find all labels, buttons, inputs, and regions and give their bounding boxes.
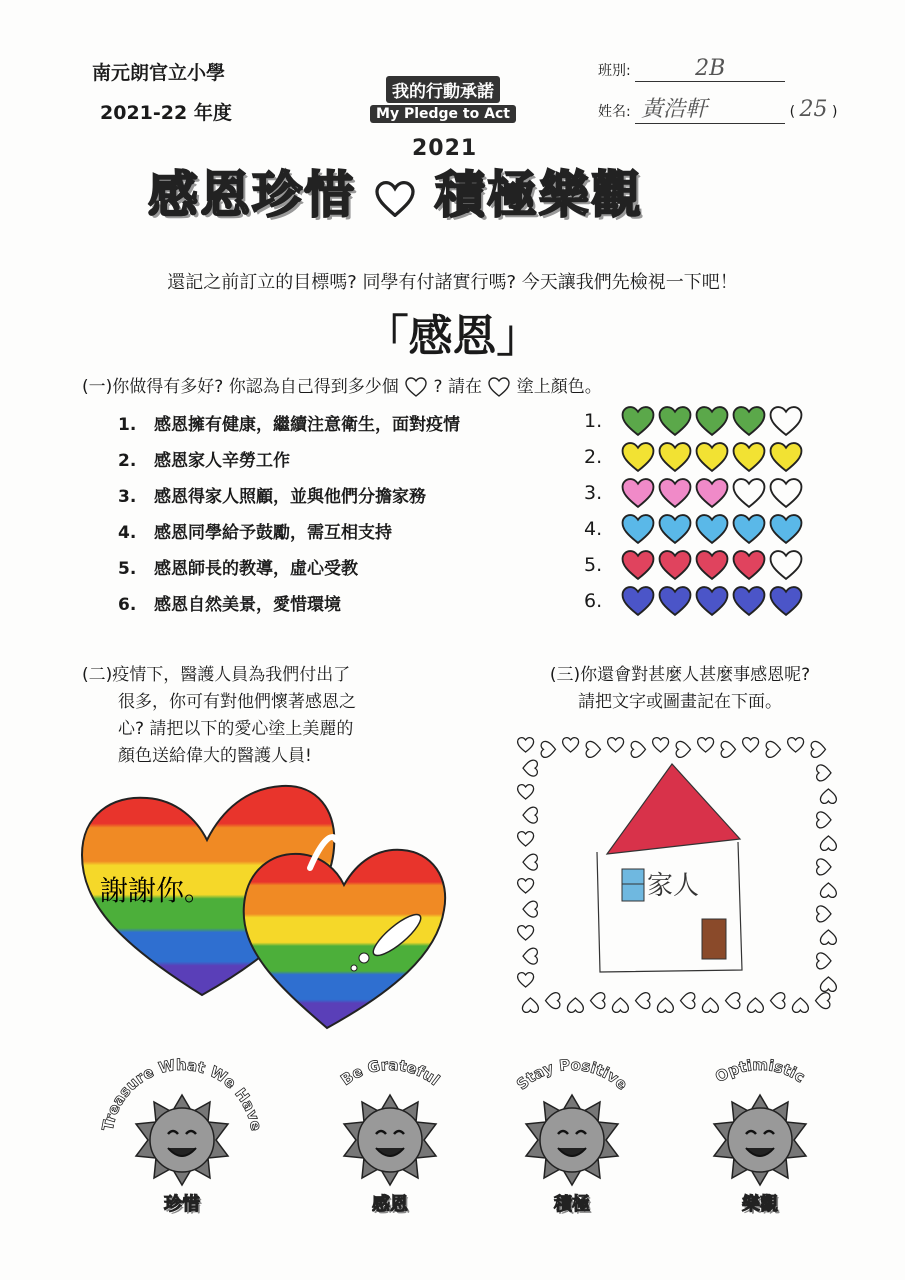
filled-heart-icon[interactable] [618, 476, 658, 510]
small-rainbow-heart [244, 850, 445, 1028]
border-heart-icon [766, 741, 780, 757]
outline-heart-icon [404, 376, 428, 398]
student-no: 25 [799, 97, 828, 122]
filled-heart-icon[interactable] [618, 404, 658, 438]
border-heart-icon [817, 765, 831, 781]
border-heart-icon [820, 977, 836, 991]
goal-rating [584, 584, 803, 618]
school-name: 南元朗官立小學 [92, 62, 226, 84]
name-label: 姓名: [598, 104, 631, 120]
border-heart-icon [586, 741, 600, 757]
border-heart-icon [546, 993, 560, 1009]
border-heart-icon [702, 998, 718, 1012]
rating-number: 1. [584, 409, 603, 432]
goal-text: 感恩師長的教導，虛心受教 [154, 559, 358, 579]
q1-middle: ? 請在 [433, 377, 482, 397]
q1-suffix: 塗上顏色。 [516, 377, 602, 397]
border-heart-icon [523, 854, 537, 870]
class-label: 班別: [598, 63, 631, 79]
border-heart-icon [567, 998, 583, 1012]
mascot-sun [92, 1040, 272, 1244]
name-line[interactable] [635, 92, 785, 124]
mascot-arc-text: Be Grateful [337, 1055, 444, 1090]
q2-line3: 心? 請把以下的愛心塗上美麗的 [118, 719, 354, 739]
q2-line4: 顏色送給偉大的醫護人員! [118, 746, 312, 766]
border-heart-icon [518, 785, 534, 799]
outline-heart-icon [487, 376, 511, 398]
border-heart-icon [698, 738, 714, 752]
empty-heart-icon[interactable] [766, 476, 806, 510]
border-heart-icon [563, 738, 579, 752]
mascot-sun [482, 1040, 662, 1244]
goal-number: 3. [118, 487, 137, 507]
goal-rating [584, 476, 803, 510]
mascot-label: 感恩 [372, 1194, 408, 1215]
goal-rating [584, 404, 803, 438]
border-heart-icon [591, 993, 605, 1009]
empty-heart-icon[interactable] [766, 548, 806, 582]
goal-number: 1. [118, 415, 137, 435]
class-field[interactable] [598, 56, 785, 82]
border-heart-icon [817, 812, 831, 828]
filled-heart-icon[interactable] [655, 512, 695, 546]
border-heart-icon [681, 993, 695, 1009]
border-heart-icon [518, 973, 534, 987]
border-heart-icon [631, 741, 645, 757]
q1-prefix: (一)你做得有多好? 你認為自己得到多少個 [82, 377, 399, 397]
student-no-open: ( [789, 104, 796, 120]
mascot-arc-text: Stay Positive [513, 1055, 632, 1094]
goal-item [118, 590, 341, 615]
banner-title-a: 感恩珍惜 [148, 166, 356, 224]
border-heart-icon [523, 807, 537, 823]
mascot-label: 珍惜 [164, 1194, 200, 1215]
filled-heart-icon[interactable] [729, 584, 769, 618]
goal-text: 感恩自然美景，愛惜環境 [154, 595, 341, 615]
filled-heart-icon[interactable] [729, 404, 769, 438]
border-heart-icon [518, 879, 534, 893]
filled-heart-icon[interactable] [655, 548, 695, 582]
q3-line1: (三)你還會對甚麼人甚麼事感恩呢? [549, 665, 811, 685]
rating-number: 2. [584, 445, 603, 468]
goal-text: 感恩得家人照顧，並與他們分擔家務 [154, 487, 426, 507]
mascot-label: 樂觀 [742, 1194, 778, 1215]
goal-text: 感恩家人辛勞工作 [154, 451, 290, 471]
border-heart-icon [817, 906, 831, 922]
name-value: 黃浩軒 [641, 97, 708, 122]
sun-face-icon [136, 1095, 228, 1185]
banner-heart-icon [375, 181, 415, 217]
border-heart-icon [657, 998, 673, 1012]
border-heart-icon [820, 836, 836, 850]
filled-heart-icon[interactable] [618, 584, 658, 618]
name-field[interactable] [598, 92, 837, 124]
empty-heart-icon[interactable] [766, 404, 806, 438]
house-door [702, 919, 726, 959]
q2-line2: 很多，你可有對他們懷著感恩之 [118, 692, 356, 712]
filled-heart-icon[interactable] [618, 440, 658, 474]
border-heart-icon [721, 741, 735, 757]
student-no-close: ) [832, 104, 838, 120]
rainbow-hearts-drawing [72, 770, 462, 1040]
filled-heart-icon[interactable] [729, 440, 769, 474]
drawing-frame[interactable] [512, 734, 838, 1014]
border-heart-icon [820, 789, 836, 803]
goal-item [118, 554, 358, 579]
filled-heart-icon[interactable] [692, 584, 732, 618]
filled-heart-icon[interactable] [766, 512, 806, 546]
filled-heart-icon[interactable] [618, 548, 658, 582]
border-heart-icon [518, 832, 534, 846]
border-heart-icon [726, 993, 740, 1009]
filled-heart-icon[interactable] [692, 476, 732, 510]
intro-text: 還記之前訂立的目標嗎? 同學有付諸實行嗎? 今天讓我們先檢視一下吧！ [167, 272, 738, 293]
mascot-label: 積極 [554, 1194, 590, 1215]
filled-heart-icon[interactable] [655, 440, 695, 474]
goal-number: 6. [118, 595, 137, 615]
filled-heart-icon[interactable] [729, 512, 769, 546]
rating-number: 5. [584, 553, 603, 576]
empty-heart-icon[interactable] [729, 476, 769, 510]
rating-number: 4. [584, 517, 603, 540]
filled-heart-icon[interactable] [729, 548, 769, 582]
goal-rating [584, 548, 803, 582]
filled-heart-icon[interactable] [692, 512, 732, 546]
mascot-sun [670, 1040, 850, 1244]
border-heart-icon [523, 901, 537, 917]
q1-prompt [82, 372, 602, 398]
goal-number: 5. [118, 559, 137, 579]
border-heart-icon [817, 953, 831, 969]
mascot-arc-text: Treasure What We Have [98, 1055, 266, 1133]
sun-face-icon [714, 1095, 806, 1185]
rating-number: 6. [584, 589, 603, 612]
q3-line2: 請把文字或圖畫記在下面。 [578, 692, 782, 712]
filled-heart-icon[interactable] [655, 476, 695, 510]
border-heart-icon [676, 741, 690, 757]
filled-heart-icon[interactable] [766, 584, 806, 618]
border-heart-icon [811, 741, 825, 757]
house-roof [607, 764, 740, 854]
filled-heart-icon[interactable] [655, 404, 695, 438]
border-heart-icon [653, 738, 669, 752]
border-heart-icon [523, 948, 537, 964]
pledge-zh: 我的行動承諾 [386, 76, 500, 103]
border-heart-icon [792, 998, 808, 1012]
filled-heart-icon[interactable] [692, 440, 732, 474]
goal-number: 4. [118, 523, 137, 543]
pledge-badge [356, 76, 530, 123]
q3-prompt [510, 662, 850, 716]
banner-title-b: 積極樂觀 [434, 166, 643, 224]
border-heart-icon [522, 998, 538, 1012]
goal-rating [584, 440, 803, 474]
border-heart-icon [816, 993, 830, 1009]
class-line[interactable] [635, 56, 785, 82]
border-heart-icon [820, 883, 836, 897]
q2-prompt [82, 662, 422, 770]
family-label: 家人 [647, 871, 700, 901]
thank-you-note: 謝謝你。 [100, 874, 213, 907]
goal-number: 2. [118, 451, 137, 471]
section-title: 「感恩」 [364, 311, 541, 362]
border-heart-icon [518, 738, 534, 752]
class-value: 2B [695, 56, 726, 81]
goal-item [118, 446, 290, 471]
border-heart-icon [820, 930, 836, 944]
border-heart-icon [817, 859, 831, 875]
sun-face-icon [344, 1095, 436, 1185]
border-heart-icon [636, 993, 650, 1009]
border-heart-icon [518, 926, 534, 940]
border-heart-icon [771, 993, 785, 1009]
banner-title [148, 155, 643, 227]
border-heart-icon [747, 998, 763, 1012]
goal-text: 感恩同學給予鼓勵，需互相支持 [154, 523, 392, 543]
q2-line1: (二)疫情下，醫護人員為我們付出了 [82, 665, 351, 685]
filled-heart-icon[interactable] [692, 404, 732, 438]
filled-heart-icon[interactable] [766, 440, 806, 474]
filled-heart-icon[interactable] [655, 584, 695, 618]
border-heart-icon [523, 760, 537, 776]
school-year: 2021-22 年度 [100, 102, 232, 124]
border-heart-icon [541, 741, 555, 757]
goal-item [118, 482, 426, 507]
border-heart-icon [743, 738, 759, 752]
filled-heart-icon[interactable] [692, 548, 732, 582]
goal-item [118, 518, 392, 543]
goal-item [118, 410, 460, 435]
house-window [622, 869, 644, 901]
filled-heart-icon[interactable] [618, 512, 658, 546]
pledge-en: My Pledge to Act [370, 105, 516, 123]
border-heart-icon [788, 738, 804, 752]
border-heart-icon [612, 998, 628, 1012]
goal-rating [584, 512, 803, 546]
mascot-arc-text: Optimistic [712, 1055, 809, 1087]
rating-number: 3. [584, 481, 603, 504]
mascot-sun [300, 1040, 480, 1244]
banner-year: 2021 [412, 136, 478, 161]
border-heart-icon [608, 738, 624, 752]
sun-face-icon [526, 1095, 618, 1185]
goal-text: 感恩擁有健康，繼續注意衛生，面對疫情 [154, 415, 460, 435]
